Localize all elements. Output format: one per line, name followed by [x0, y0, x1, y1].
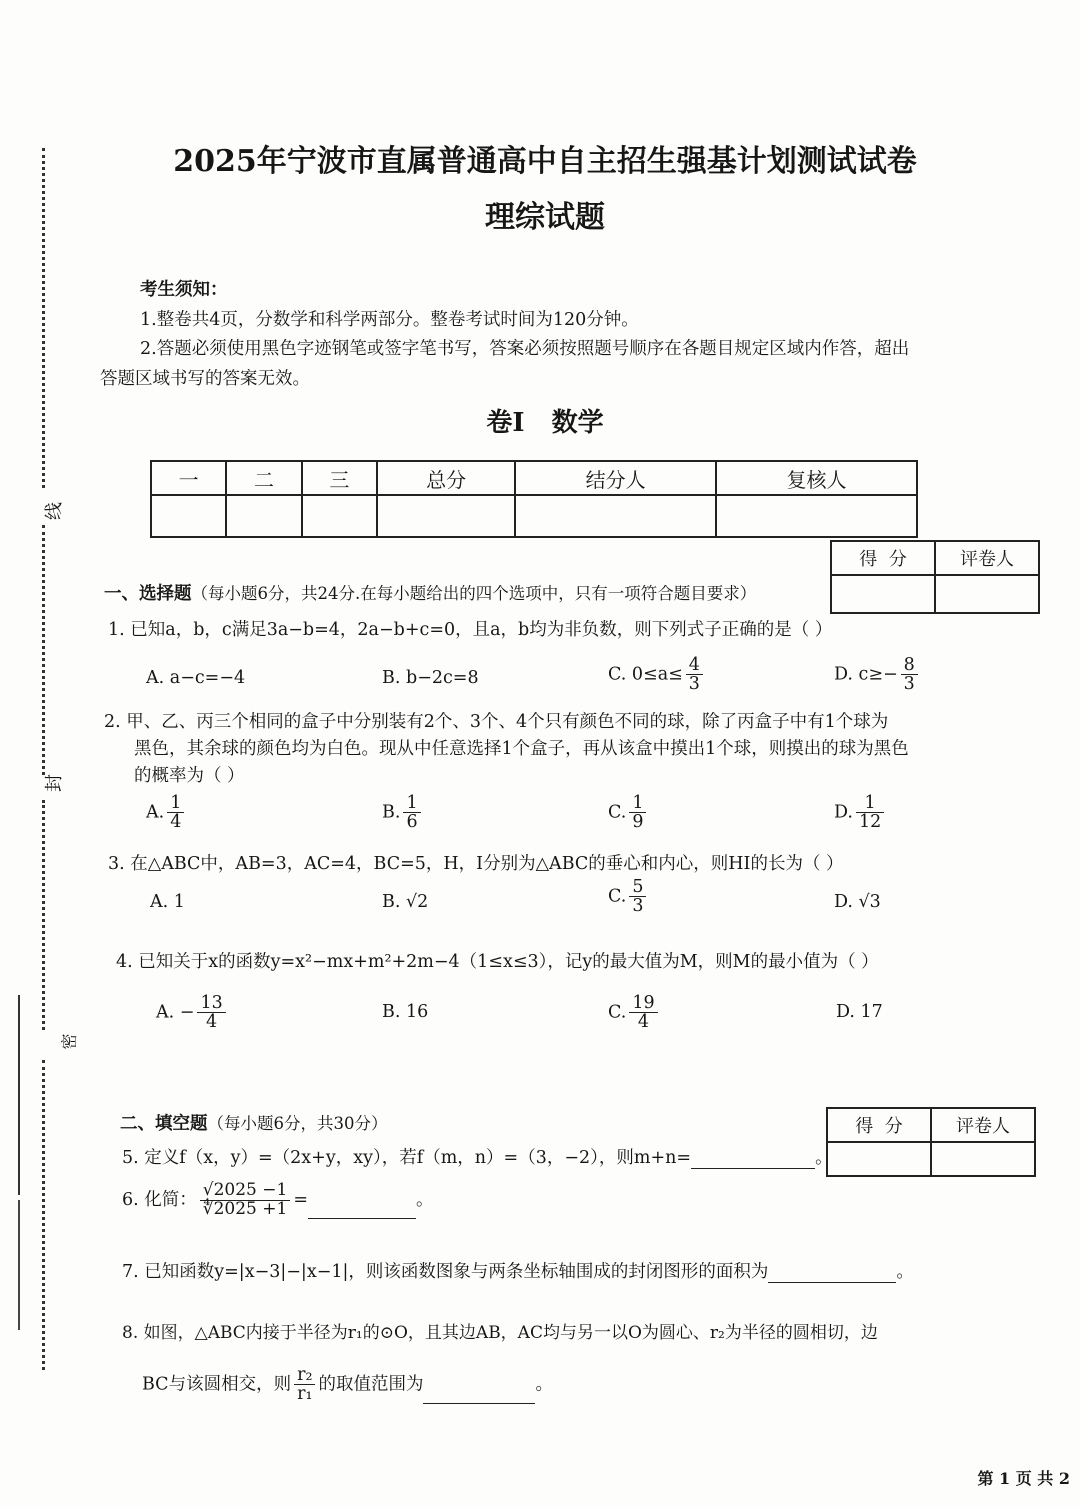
notice-item-2a: 2.答题必须使用黑色字迹钢笔或签字笔书写，答案必须按照题号顺序在各题目规定区域内作答，超出: [140, 339, 910, 359]
question-6-answer-blank[interactable]: [308, 1188, 416, 1219]
question-7: [122, 1258, 914, 1283]
question-2-option-d-fraction: [856, 794, 884, 832]
score-cell-2[interactable]: [226, 495, 301, 537]
part2-heading: 二、填空题: [120, 1114, 208, 1134]
fraction-denominator: 9: [632, 812, 644, 833]
question-3-option-a: A. 1: [150, 892, 185, 912]
option-letter: A.: [146, 802, 165, 823]
question-3-option-b: B. √2: [382, 892, 429, 912]
binding-line-char: 线: [44, 502, 65, 520]
part2-heading-line: [120, 1110, 388, 1135]
option-letter: D.: [834, 802, 853, 823]
question-3-option-c: [608, 878, 649, 916]
notice-item-2b: 答题区域书写的答案无效。: [100, 369, 310, 389]
score-table-entry-row: [151, 495, 917, 537]
fraction-numerator: 1: [856, 794, 884, 813]
question-2-option-b: [382, 794, 424, 832]
question-5-end: 。: [815, 1148, 833, 1168]
part1-heading-line: [104, 580, 756, 605]
question-1-option-b: B. b−2c=8: [382, 668, 479, 688]
fraction-numerator: 1: [403, 794, 420, 813]
fraction-numerator: 5: [629, 878, 646, 897]
fraction-denominator: 12: [858, 812, 882, 833]
fraction-numerator: 8: [901, 656, 918, 675]
question-2-option-b-fraction: [403, 794, 420, 832]
option-letter: C.: [608, 1002, 627, 1023]
score-cell-3[interactable]: [302, 495, 377, 537]
grade-box-grader-label: 评卷人: [931, 1108, 1035, 1142]
fraction-denominator: 6: [406, 812, 418, 833]
grade-box-score-label: 得 分: [827, 1108, 931, 1142]
option-letter: C.: [608, 802, 627, 823]
score-header-total: 总分: [377, 461, 515, 495]
option-letter: C.: [608, 886, 627, 907]
exam-title: 2025年宁波市直属普通高中自主招生强基计划测试试卷: [173, 144, 917, 179]
fraction-denominator: 4: [637, 1012, 650, 1033]
question-3-stem: 3. 在△ABC中，AB=3，AC=4，BC=5，H，I分别为△ABC的垂心和内心，则HI的长为（ ）: [108, 854, 844, 874]
score-cell-1[interactable]: [151, 495, 226, 537]
question-6: [122, 1182, 434, 1219]
question-8-line-2: [142, 1366, 553, 1404]
fraction-numerator: 1: [167, 794, 184, 813]
question-3-option-c-fraction: [629, 878, 646, 916]
grade-box-score-cell[interactable]: [827, 1142, 931, 1176]
question-2-option-a-fraction: [167, 794, 184, 832]
question-8-line-2-prefix: BC与该圆相交，则: [142, 1374, 292, 1395]
section-title-math: 卷Ⅰ 数学: [486, 408, 604, 438]
question-2-line-2: 黑色，其余球的颜色均为白色。现从中任意选择1个盒子，再从该盒中摸出1个球，则摸出的球为黑色: [134, 739, 909, 759]
question-8-ratio-fraction: [294, 1366, 315, 1404]
question-8-answer-blank[interactable]: [423, 1385, 535, 1404]
fraction-numerator: 19: [629, 994, 657, 1013]
fraction-numerator: 4: [686, 656, 703, 675]
question-4-option-d: D. 17: [836, 1002, 883, 1022]
grade-box-score-cell[interactable]: [831, 575, 935, 613]
fraction-denominator: 4: [170, 812, 182, 833]
notice-item-1: 1.整卷共4页，分数学和科学两部分。整卷考试时间为120分钟。: [140, 310, 639, 330]
option-letter: A. −: [156, 1002, 195, 1023]
fraction-denominator: 3: [632, 896, 644, 917]
question-4-option-a: [156, 994, 229, 1032]
question-1-option-c: [608, 656, 706, 694]
score-cell-total[interactable]: [377, 495, 515, 537]
question-8-line-2-suffix: 的取值范围为: [318, 1374, 424, 1395]
score-summary-table: [150, 460, 918, 538]
grade-box-grader-cell[interactable]: [935, 575, 1039, 613]
fraction-denominator: ∜2025 +1: [202, 1198, 288, 1219]
binding-solid-line-lower: [18, 1200, 20, 1330]
question-4-option-b: B. 16: [382, 1002, 429, 1022]
fraction-numerator: √2025 −1: [200, 1182, 291, 1201]
part1-heading: 一、选择题: [104, 584, 192, 604]
notice-heading: 考生须知：: [140, 280, 228, 300]
question-6-equals: =: [293, 1189, 308, 1210]
question-8-line-1: 8. 如图，△ABC内接于半径为r₁的⊙O，且其边AB，AC均与另一以O为圆心、r₂为半径的圆相切，边: [122, 1323, 878, 1343]
question-6-end: 。: [416, 1189, 434, 1210]
question-5-answer-blank[interactable]: [691, 1150, 815, 1169]
question-4-option-c-fraction: [629, 994, 657, 1032]
score-header-reviewer: 复核人: [716, 461, 917, 495]
question-2-line-1: 2. 甲、乙、丙三个相同的盒子中分别装有2个、3个、4个只有颜色不同的球，除了丙盒子中有1个球为: [104, 712, 889, 732]
score-cell-tallier[interactable]: [515, 495, 716, 537]
fraction-numerator: 1: [629, 794, 646, 813]
binding-dotted-line-middle: [42, 525, 45, 775]
option-letter: B.: [382, 802, 401, 823]
question-1-option-a: A. a−c=−4: [146, 668, 246, 688]
fraction-numerator: r₂: [294, 1366, 315, 1385]
grade-box-part1: [830, 540, 1040, 614]
score-header-3: 三: [302, 461, 377, 495]
grade-box-score-label: 得 分: [831, 541, 935, 575]
part1-description: （每小题6分，共24分.在每小题给出的四个选项中，只有一项符合题目要求）: [191, 584, 757, 603]
question-4-stem: 4. 已知关于x的函数y=x²−mx+m²+2m−4（1≤x≤3），记y的最大值为M，则M的最小值为（ ）: [116, 952, 879, 972]
question-1-stem: 1. 已知a，b，c满足3a−b=4，2a−b+c=0，且a，b均为非负数，则下列式子正确的是（ ）: [108, 620, 833, 640]
grade-box-grader-label: 评卷人: [935, 541, 1039, 575]
question-6-prefix: 6. 化简：: [122, 1189, 197, 1210]
question-7-stem: 7. 已知函数y=|x−3|−|x−1|，则该函数图象与两条坐标轴围成的封闭图形的面积为: [122, 1262, 769, 1282]
question-2-option-c-fraction: [629, 794, 646, 832]
question-1-option-d-prefix: D. c≥−: [834, 664, 898, 685]
binding-dotted-line-bottom: [42, 1060, 45, 1370]
question-4-option-c: [608, 994, 661, 1032]
question-6-fraction: [200, 1182, 291, 1219]
part2-description: （每小题6分，共30分）: [207, 1114, 388, 1133]
question-3-option-d: D. √3: [834, 892, 881, 912]
grade-box-grader-cell[interactable]: [931, 1142, 1035, 1176]
question-1-option-c-fraction: [686, 656, 703, 694]
score-table-header-row: [151, 461, 917, 495]
binding-dotted-line-lower: [42, 800, 45, 1030]
fraction-numerator: 13: [197, 994, 225, 1013]
score-header-tallier: 结分人: [515, 461, 716, 495]
score-header-2: 二: [226, 461, 301, 495]
binding-solid-line: [18, 995, 20, 1195]
question-1-option-c-prefix: C. 0≤a≤: [608, 664, 683, 685]
question-2-line-3: 的概率为（ ）: [134, 766, 245, 786]
question-7-end: 。: [896, 1262, 914, 1282]
fraction-denominator: 3: [688, 674, 700, 695]
question-7-answer-blank[interactable]: [768, 1264, 896, 1283]
grade-box-part2: [826, 1107, 1036, 1177]
page-number-footer: 第 1 页 共 2: [977, 1469, 1070, 1488]
question-8-end: 。: [535, 1374, 553, 1395]
question-1-option-d: [834, 656, 921, 694]
question-2-option-a: [146, 794, 187, 832]
fraction-denominator: r₁: [297, 1384, 313, 1405]
question-2-option-d: [834, 794, 887, 832]
question-4-option-a-fraction: [197, 994, 225, 1032]
question-5-stem: 5. 定义f（x，y）=（2x+y，xy），若f（m，n）=（3，−2），则m+n=: [122, 1148, 692, 1168]
fraction-denominator: 3: [903, 674, 915, 695]
binding-tight-char: 密: [59, 1033, 79, 1050]
fraction-denominator: 4: [206, 1012, 218, 1033]
binding-seal-char: 封: [44, 774, 65, 792]
score-header-1: 一: [151, 461, 226, 495]
question-5: [122, 1144, 833, 1169]
score-cell-reviewer[interactable]: [716, 495, 917, 537]
question-2-option-c: [608, 794, 649, 832]
exam-subtitle: 理综试题: [485, 200, 605, 235]
question-1-option-d-fraction: [901, 656, 918, 694]
